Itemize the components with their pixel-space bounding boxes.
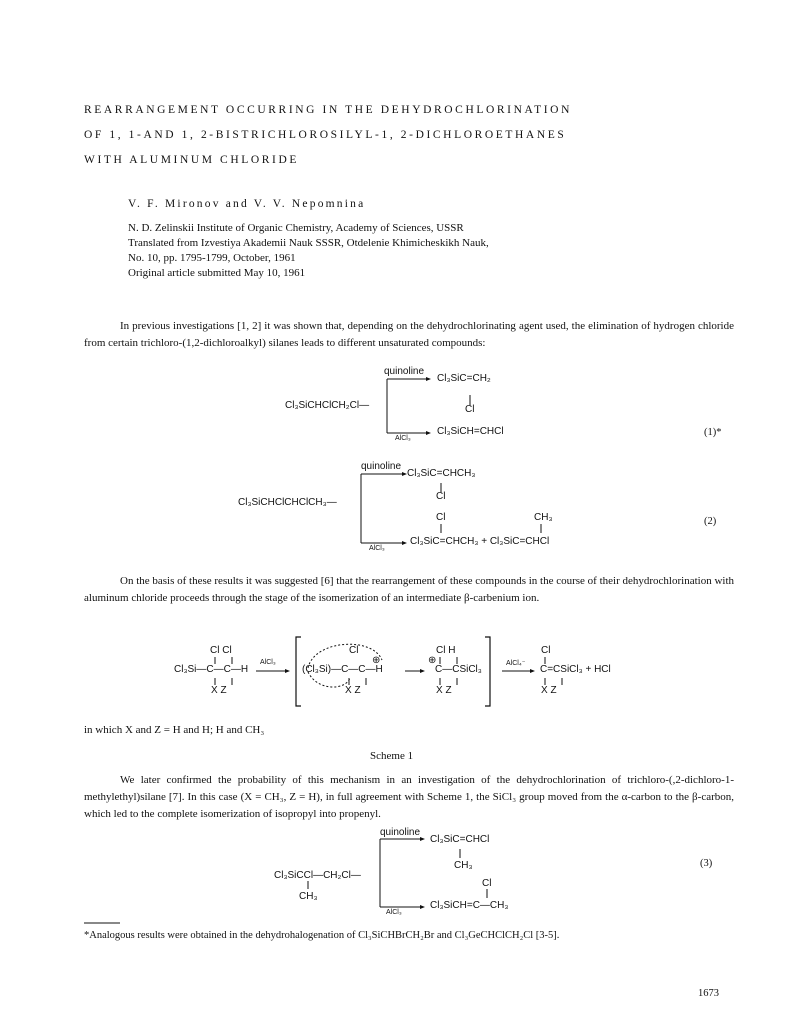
scheme1-reagent-1: AlCl₃ [260,659,276,666]
paragraph-2: On the basis of these results it was suggested [6] that the rearrangement of these compounds in the course of their dehydrochlorination with aluminum chloride proceeds through the stage of the isomerization of an intermediate β-carbenium ion. [84,575,735,604]
page-number: 1673 [698,988,719,999]
eq2-reagent-bottom: AlCl₃ [369,545,385,552]
scheme1-product-xz: X Z [541,685,557,696]
scheme1-start-xz: X Z [211,685,227,696]
eq3-label: (3) [700,858,713,869]
title-line-1: REARRANGEMENT OCCURRING IN THE DEHYDROCHLORINATION [84,104,572,116]
eq1-label: (1)* [704,427,722,438]
eq1-product-top: Cl₃SiC=CH₂ [437,373,491,384]
footnote: *Analogous results were obtained in the dehydrohalogenation of Cl₃SiCHBrCH₂Br and Cl₃GeCHClCH₂Cl [3-5]. [84,930,560,941]
affiliation-line-2: Translated from Izvestiya Akademii Nauk SSSR, Otdelenie Khimicheskikh Nauk, [128,237,489,249]
scheme1-plus-2: ⊕ [428,655,437,666]
title-line-2: OF 1, 1-AND 1, 2-BISTRICHLOROSILYL-1, 2-DICHLOROETHANES [84,129,567,141]
scheme1-bridged: (Cl₃Si)—C—C—H [302,664,383,675]
affiliation-line-3: No. 10, pp. 1795-1799, October, 1961 [128,252,296,264]
scheme1-cation-top: Cl H [436,645,456,656]
scheme-caption: Scheme 1 [370,750,414,762]
scheme1-product-cl: Cl [541,645,551,656]
scheme1-bridged-xz: X Z [345,685,361,696]
paragraph-1: In previous investigations [1, 2] it was shown that, depending on the dehydrochlorinating agent used, the elimination of hydrogen chloride from certain trichloro-(1,2-dichloroalkyl) silanes leads to different unsaturated compounds: [84,320,734,349]
eq3-product-bottom: Cl₃SiCH=C—CH₃ [430,900,509,911]
eq1-reactant: Cl₃SiCHClCH₂Cl— [285,400,370,411]
scheme1-cation: C—CSiCl₃ [435,664,482,675]
eq3-reactant: Cl₃SiCCl—CH₂Cl— [274,870,361,881]
eq3-product-top-ch3: CH₃ [454,860,473,871]
scheme1-start: Cl₃Si—C—C—H [174,664,249,675]
eq1-product-top-cl: Cl [465,404,475,415]
eq3-sub-cl: Cl [482,878,492,889]
eq1-product-bottom: Cl₃SiCH=CHCl [437,426,504,437]
title-line-3: WITH ALUMINUM CHLORIDE [84,154,299,166]
eq1-reagent-bottom: AlCl₃ [395,435,411,442]
eq3-reagent-top: quinoline [380,827,421,838]
scheme1-bridged-cl: Cl [349,645,359,656]
affiliation-line-4: Original article submitted May 10, 1961 [128,267,306,279]
eq2-sub-ch3: CH₃ [534,512,553,523]
eq2-product-top-cl: Cl [436,491,446,502]
eq2-sub-cl: Cl [436,512,446,523]
paragraph-3: in which X and Z = H and H; H and CH₃ [84,724,265,736]
scheme1-cation-xz: X Z [436,685,452,696]
eq2-reagent-top: quinoline [361,461,402,472]
scheme1-plus-1: ⊕ [372,655,381,666]
eq3-reactant-ch3: CH₃ [299,891,318,902]
eq2-product-bottom: Cl₃SiC=CHCH₃ + Cl₃SiC=CHCl [410,536,550,547]
scheme1-product: C=CSiCl₃ + HCl [540,664,611,675]
eq2-reactant: Cl₃SiCHClCHClCH₃— [238,497,337,508]
eq3-reagent-bottom: AlCl₃ [386,909,402,916]
eq1-reagent-top: quinoline [384,366,425,377]
eq3-product-top: Cl₃SiC=CHCl [430,834,490,845]
scheme1-top-cl: Cl Cl [210,645,232,656]
authors: V. F. Mironov and V. V. Nepomnina [128,198,366,210]
eq2-product-top: Cl₃SiC=CHCH₃ [407,468,476,479]
paragraph-4: We later confirmed the probability of this mechanism in an investigation of the dehydrochlorination of trichloro-(,2-dichloro-1-methylethyl)silane [7]. In this case (X = CH₃, Z = H), in full agreement with Scheme 1, the SiCl₃ group moved from the α-carbon to the β-carbon, which led to the complete isomerization of isopropyl into propenyl. [84,774,734,820]
scheme1-reagent-2: AlCl₄⁻ [506,660,526,667]
eq2-label: (2) [704,516,717,527]
affiliation-line-1: N. D. Zelinskii Institute of Organic Chemistry, Academy of Sciences, USSR [128,222,464,234]
